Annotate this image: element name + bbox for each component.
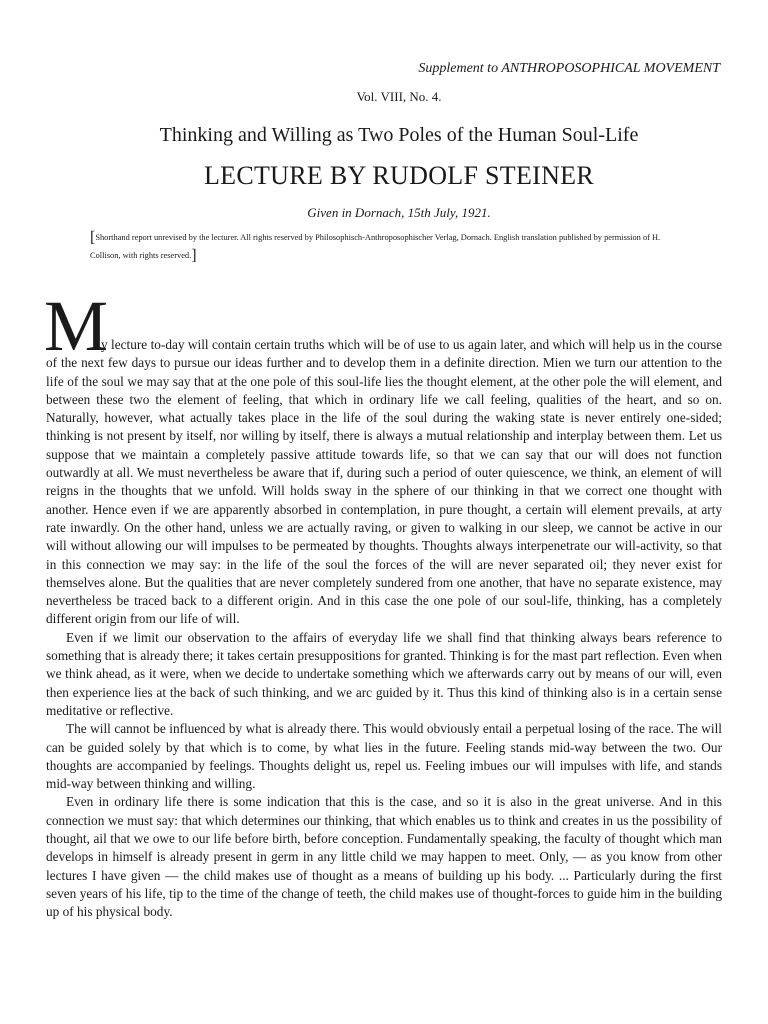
note-text: Shorthand report unrevised by the lecturer. All rights reserved by Philosophisch-Anthroposophischer Verlag, Dornach. English translation published by permission of H. Collison, with rights reserved. <box>90 233 661 260</box>
paragraph <box>46 336 722 629</box>
note-open-bracket: [ <box>90 229 96 246</box>
drop-cap: M <box>44 286 109 366</box>
note-close-bracket: ] <box>191 247 197 264</box>
paragraph: The will cannot be influenced by what is already there. This would obviously entail a perpetual losing of the race. The will can be guided solely by that which is to come, by what lies in the future. Feeling stands mid-way between the two. Our thoughts are accompanied by feelings. Thoughts delight us, repel us. Feeling imbues our will impulses with life, and stands mid-way between thinking and willing. <box>46 721 722 792</box>
supplement-line: Supplement to ANTHROPOSOPHICAL MOVEMENT <box>418 61 720 76</box>
paragraph: Even in ordinary life there is some indication that this is the case, and so it is also in the great universe. And in this connection we must say: that which determines our thinking, that which enables us to think and creates in us the possibility of thought, ail that we owe to our life before birth, before conception. Fundamentally speaking, the faculty of thought which man develops in himself is already present in germ in any little child we may happen to meet. Only, — as you know from other lectures I have given — the child makes use of thought as a means of building up his body. ... Particularly during the first seven years of his life, tip to the time of the change of teeth, the child makes use of thought-forces to guide him in the building up of his physical body. <box>46 794 722 920</box>
paragraph-text: y lecture to-day will contain certain truths which will be of use to us again later, and which will help us in the course of the next few days to pursue our ideas further and to develop them in a definite direction. Mien we turn our attention to the life of the soul we may say that at the one pole of this soul-life lies the thought element, at the other pole the will element, and between these two the element of feeling, that which in ordinary life we call feeling, qualities of the heart, and so on. Naturally, however, what actually takes place in the life of the soul during the waking state is never entirely one-sided; thinking is not present by itself, nor willing by itself, there is always a mutual relationship and interplay between them. Let us suppose that we maintain a completely passive attitude towards life, so that we can say that our will does not function outwardly at all. We must nevertheless be aware that if, during such a period of outer quiescence, we think, an element of will reigns in the thoughts that we unfold. Will holds sway in the sphere of our thinking in that we correct one thought with another. Hence even if we are apparently absorbed in contemplation, in pure thought, a certain will element prevails, at arty rate inwardly. On the other hand, unless we are actually raving, or given to walking in our sleep, we cannot be active in our will without allowing our will impulses to be permeated by thoughts. Thoughts always interpenetrate our will-activity, so that in this connection we may say: in the life of the soul the forces of the will are never separated oil; they never exist for themselves alone. But the qualities that are never completely sundered from one another, that have no separate existence, may nevertheless be traced back to a different origin. And in this case the one pole of our soul-life, thinking, has a completely different origin from our life of will. <box>46 337 722 627</box>
volume-number: Vol. VIII, No. 4. <box>356 89 442 104</box>
lecture-body <box>46 336 722 922</box>
lecture-heading: LECTURE BY RUDOLF STEINER <box>203 161 595 190</box>
article-title: Thinking and Willing as Two Poles of the Human Soul-Life <box>159 124 639 146</box>
copyright-note <box>90 229 670 265</box>
paragraph: Even if we limit our observation to the affairs of everyday life we shall find that thinking always bears reference to something that is already there; it takes certain presuppositions for granted. Thinking is for the mast part reflection. Even when we think ahead, as it were, when we decide to undertake something which we afterwards carry out by means of our will, even then experience lies at the back of such thinking, and we arc guided by it. Thus this kind of thinking also is in a certain sense meditative or reflective. <box>46 629 722 718</box>
given-location-date: Given in Dornach, 15th July, 1921. <box>307 205 491 220</box>
